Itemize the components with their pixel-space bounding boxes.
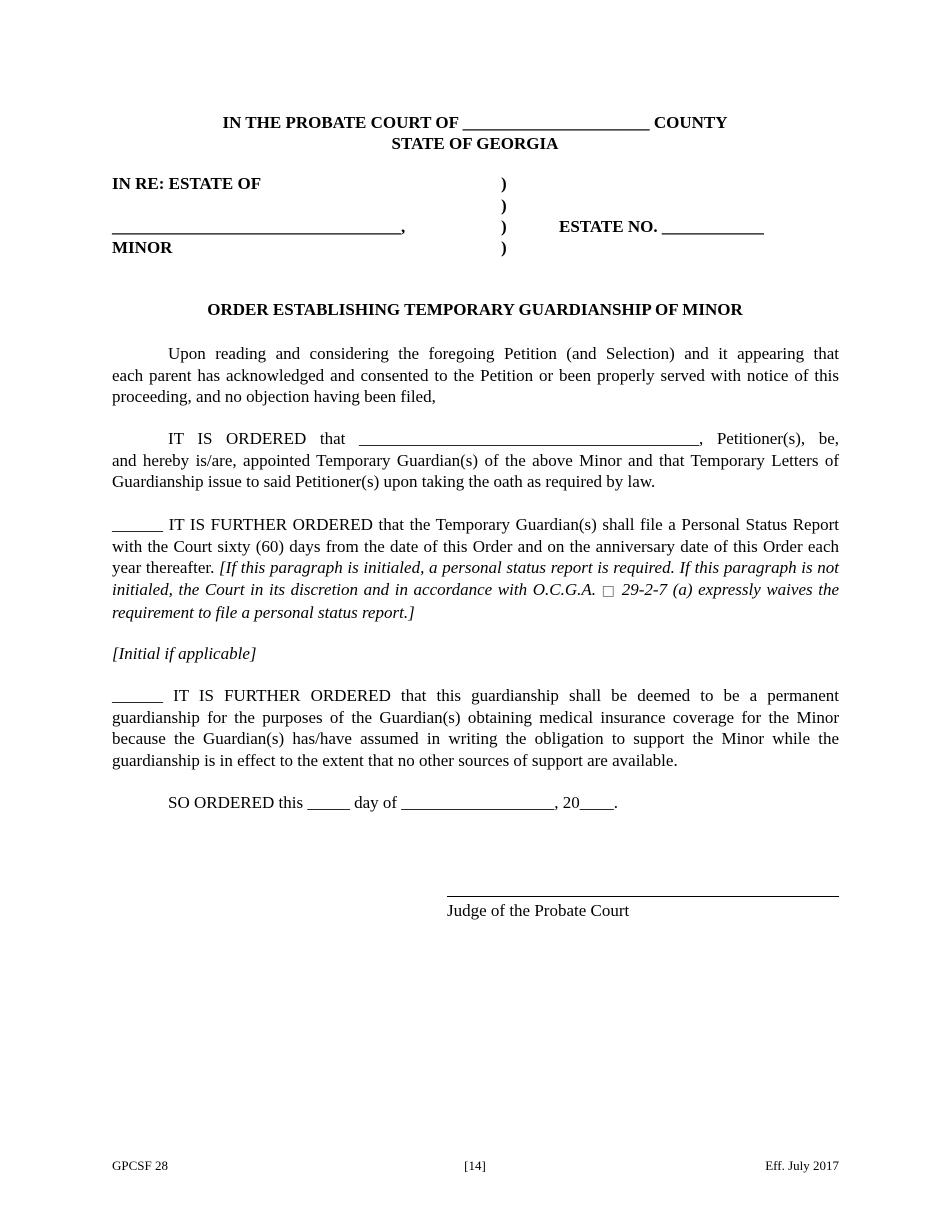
paragraph-body: and hereby is/are, appointed Temporary Guardian(s) of the above Minor and that Temporary Letters of Guardianship issue to said Petitioner(s) upon taking the oath as required by law. (112, 450, 839, 491)
paragraph-first-line: IT IS ORDERED that ________________________________________, Petitioner(s), be, (168, 429, 839, 448)
effective-date: Eff. July 2017 (765, 1158, 839, 1173)
paragraph-text: ______ IT IS FURTHER ORDERED that the Temporary Guardian(s) shall file a Personal Status Report with the Court sixty (60) days from the date of this Order and on the anniversary date of this Order each year thereafter. (112, 515, 839, 577)
caption-paren: ) (501, 174, 507, 193)
form-id: GPCSF 28 (112, 1158, 168, 1173)
initial-note: [Initial if applicable] (112, 644, 257, 663)
caption-paren: ) (501, 217, 507, 236)
court-heading: IN THE PROBATE COURT OF ______________________ COUNTY (222, 113, 728, 132)
caption-paren: ) (501, 238, 507, 257)
order-title: ORDER ESTABLISHING TEMPORARY GUARDIANSHIP OF MINOR (207, 300, 743, 319)
paragraph-italic-note: [If this paragraph is initialed, a personal status report is required. If this paragraph is not initialed, the Court in its discretion and in accordance with O.C.G.A. (112, 558, 839, 599)
so-ordered-line: SO ORDERED this _____ day of __________________, 20____. (168, 793, 619, 812)
paragraph-appointment (112, 428, 839, 493)
caption-paren: ) (501, 196, 507, 215)
section-symbol-glyph: □ (601, 582, 617, 599)
paragraph-italic-note: 29-2-7 (a) expressly waives the requirement to file a personal status report.] (112, 579, 839, 622)
page-number: [14] (464, 1158, 486, 1173)
estate-name-blank: __________________________________, (112, 217, 406, 236)
paragraph-findings (112, 343, 839, 408)
state-heading: STATE OF GEORGIA (391, 134, 559, 153)
paragraph-status-report (112, 514, 839, 624)
minor-label: MINOR (112, 238, 173, 257)
paragraph-first-line: Upon reading and considering the foregoing Petition (and Selection) and it appearing that (168, 344, 839, 363)
paragraph-body: each parent has acknowledged and consented to the Petition or been properly served with notice of this proceeding, and no objection having been filed, (112, 365, 839, 406)
signature-line (447, 896, 839, 897)
estate-number-field: ESTATE NO. ____________ (559, 217, 764, 236)
signature-label: Judge of the Probate Court (447, 901, 630, 920)
paragraph-permanent-guardianship: ______ IT IS FURTHER ORDERED that this guardianship shall be deemed to be a permanent guardianship for the purposes of the Guardian(s) obtaining medical insurance coverage for the Minor because the Guardian(s) has/have assumed in writing the obligation to support the Minor while the guardianship is in effect to the extent that no other sources of support are available. (112, 686, 839, 770)
in-re-label: IN RE: ESTATE OF (112, 174, 262, 193)
